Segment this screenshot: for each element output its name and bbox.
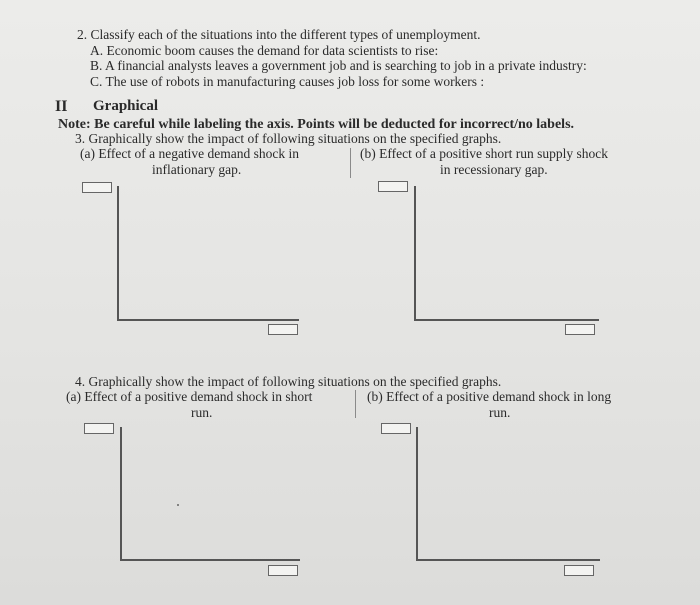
graph-3a-y-axis-label-box[interactable] [82,182,112,193]
q3a-label-line2: inflationary gap. [152,162,242,177]
q4a-label-line1: (a) Effect of a positive demand shock in short [66,389,313,404]
q2-item-a: A. Economic boom causes the demand for data scientists to rise: [90,43,439,58]
graph-4a-x-axis-label-box[interactable] [268,565,298,576]
graph-3a-y-axis [117,186,119,320]
pencil-mark [177,504,179,506]
graph-3a-x-axis-label-box[interactable] [268,324,298,335]
section-note: Note: Be careful while labeling the axis. Points will be deducted for incorrect/no labels. [58,117,575,132]
q2-item-c: C. The use of robots in manufacturing causes job loss for some workers : [90,74,485,89]
graph-3b-x-axis-label-box[interactable] [565,324,595,335]
q4a-label-line2: run. [191,405,213,420]
q4b-label-line2: run. [489,405,511,420]
q4b-label-line1: (b) Effect of a positive demand shock in long [367,389,612,404]
graph-4a-y-axis [120,427,122,560]
q3a-label-line1: (a) Effect of a negative demand shock in [80,146,300,161]
graph-3a-x-axis [117,319,299,321]
q3b-label-line2: in recessionary gap. [440,162,548,177]
graph-4b-y-axis-label-box[interactable] [381,423,411,434]
graph-3b-x-axis [414,319,599,321]
q4-heading: 4. Graphically show the impact of following situations on the specified graphs. [75,374,502,389]
graph-4a-x-axis [120,559,300,561]
q3-heading: 3. Graphically show the impact of following situations on the specified graphs. [75,131,502,146]
graph-4b-x-axis-label-box[interactable] [564,565,594,576]
q2-item-b: B. A financial analysts leaves a government job and is searching to job in a private industry: [90,58,587,73]
graph-3b-y-axis [414,186,416,320]
q3-divider [350,148,351,178]
graph-3b-y-axis-label-box[interactable] [378,181,408,192]
section-numeral: II [55,98,68,115]
graph-4b-x-axis [416,559,600,561]
q3b-label-line1: (b) Effect of a positive short run supply shock [360,146,608,161]
graph-4a-y-axis-label-box[interactable] [84,423,114,434]
q2-heading: 2. Classify each of the situations into the different types of unemployment. [77,27,481,42]
section-title: Graphical [93,98,159,114]
graph-4b-y-axis [416,427,418,560]
q4-divider [355,390,356,418]
